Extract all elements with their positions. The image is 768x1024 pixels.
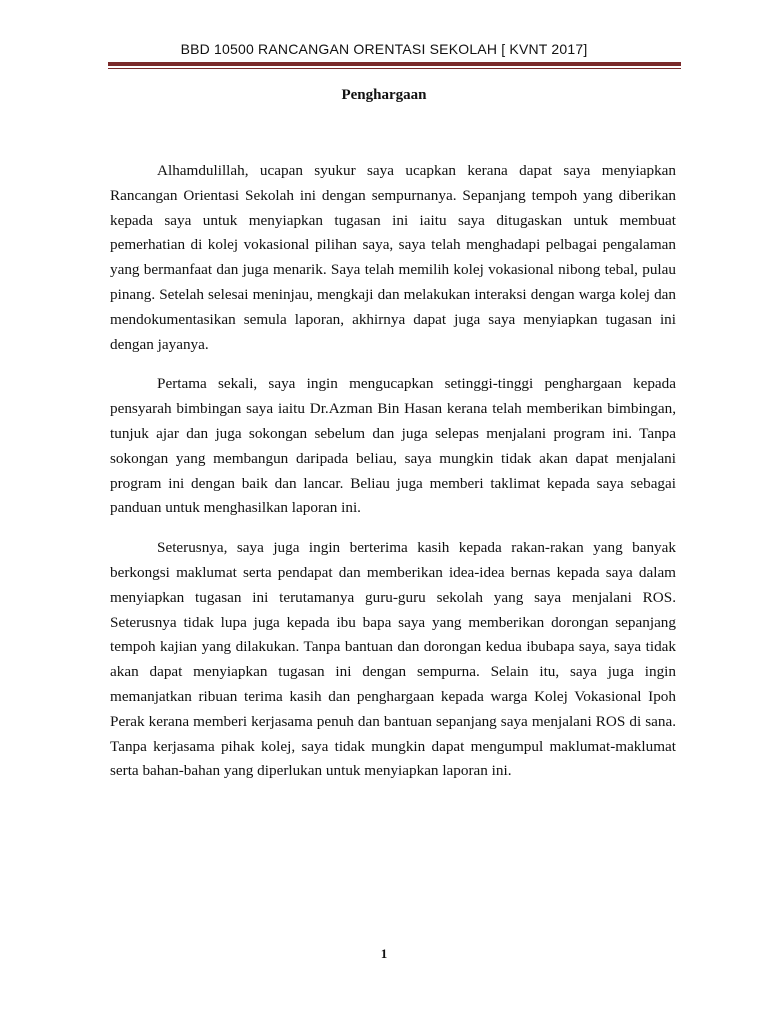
page-title: Penghargaan <box>341 87 427 103</box>
header-rule-thick <box>108 62 681 66</box>
paragraph-1: Alhamdulillah, ucapan syukur saya ucapkan kerana dapat saya menyiapkan Rancangan Orientasi Sekolah ini dengan sempurnanya. Sepanjang tempoh yang diberikan kepada saya untuk menyiapkan tugasan ini iaitu saya ditugaskan untuk membuat pemerhatian di kolej vokasional pilihan saya, saya telah menghadapi pelbagai pengalaman yang bermanfaat dan juga menarik. Saya telah memilih kolej vokasional nibong tebal, pulau pinang. Setelah selesai meninjau, mengkaji dan melakukan interaksi dengan warga kolej dan mendokumentasikan semula laporan, akhirnya dapat juga saya menyiapkan tugasan ini dengan jayanya. <box>110 162 676 353</box>
running-header: BBD 10500 RANCANGAN ORENTASI SEKOLAH [ KVNT 2017] <box>180 41 588 57</box>
page-number: 1 <box>380 946 388 961</box>
paragraph-2: Pertama sekali, saya ingin mengucapkan setinggi-tinggi penghargaan kepada pensyarah bimbingan saya iaitu Dr.Azman Bin Hasan kerana telah memberikan bimbingan, tunjuk ajar dan juga sokongan sebelum dan juga selepas menjalani program ini. Tanpa sokongan yang membangun daripada beliau, saya mungkin tidak akan dapat menjalani program ini dengan baik dan lancar. Beliau juga memberi taklimat kepada saya sebagai panduan untuk menghasilkan laporan ini. <box>110 375 676 517</box>
paragraph-3: Seterusnya, saya juga ingin berterima kasih kepada rakan-rakan yang banyak berkongsi maklumat serta pendapat dan memberikan idea-idea bernas kepada saya dalam menyiapkan tugasan ini terutamanya guru-guru sekolah yang saya menjalani ROS. Seterusnya tidak lupa juga kepada ibu bapa saya yang memberikan dorongan sepanjang tempoh kajian yang dilakukan. Tanpa bantuan dan dorongan kedua ibubapa saya, saya tidak akan dapat menyiapkan tugasan ini dengan sempurna. Selain itu, saya juga ingin memanjatkan ribuan terima kasih dan penghargaan kepada warga Kolej Vokasional Ipoh Perak kerana memberi kerjasama penuh dan bantuan sepanjang saya menjalani ROS di sana. Tanpa kerjasama pihak kolej, saya tidak mungkin dapat mengumpul maklumat-maklumat serta bahan-bahan yang diperlukan untuk menyiapkan laporan ini. <box>110 539 676 780</box>
body-text <box>110 159 676 799</box>
header-rule-thin <box>108 68 681 69</box>
